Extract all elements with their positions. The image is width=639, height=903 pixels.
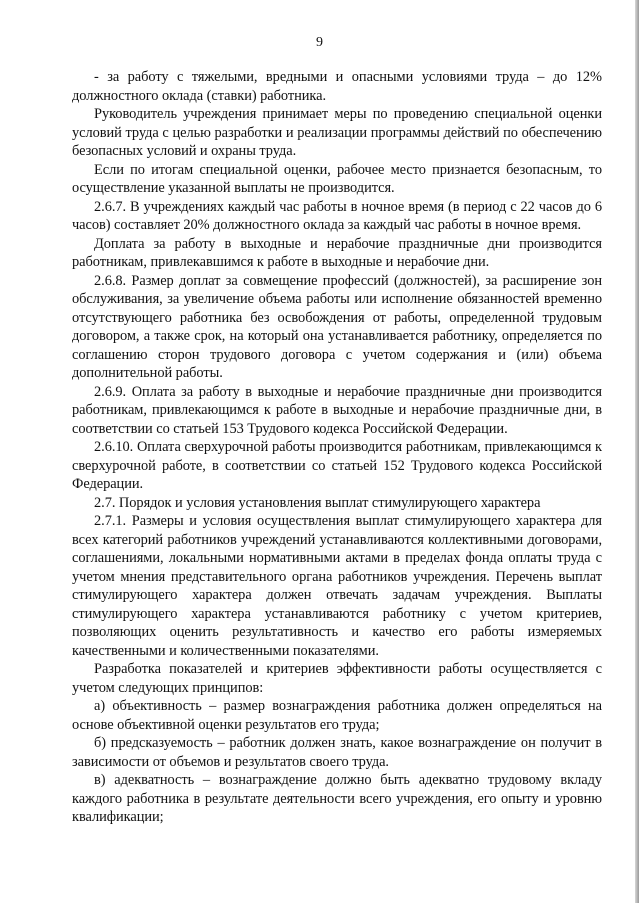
paragraph-safe-workplace: Если по итогам специальной оценки, рабочее место признается безопасным, то осуществление указанной выплаты не производится.: [72, 161, 602, 196]
list-item-adequacy: в) адекватность – вознаграждение должно быть адекватно трудовому вкладу каждого работника в результате деятельности всего учреждения, его опыту и уровню квалификации;: [72, 772, 602, 825]
page-number: 9: [316, 35, 323, 50]
section-heading-2-7: 2.7. Порядок и условия установления выплат стимулирующего характера: [94, 494, 541, 511]
list-item-objectivity: а) объективность – размер вознаграждения работника должен определяться на основе объективной оценки результатов его труда;: [72, 698, 602, 733]
list-item-predictability: б) предсказуемость – работник должен знать, какое вознаграждение он получит в зависимости от объемов и результатов своего труда.: [72, 735, 602, 770]
paragraph-criteria-principles: Разработка показателей и критериев эффективности работы осуществляется с учетом следующих принципов:: [72, 661, 602, 696]
paragraph-hazard-pay: - за работу с тяжелыми, вредными и опасными условиями труда – до 12% должностного оклада (ставки) работника.: [72, 69, 602, 104]
paragraph-2-6-7-night-work: 2.6.7. В учреждениях каждый час работы в ночное время (в период с 22 часов до 6 часов) составляет 20% должностного оклада за каждый час работы в ночное время.: [72, 198, 602, 233]
paragraph-2-6-9-holiday-pay: 2.6.9. Оплата за работу в выходные и нерабочие праздничные дни производится работникам, привлекающимся к работе в выходные и нерабочие праздничные дни, в соответствии со статьей 153 Трудового кодекса Российской Федерации.: [72, 383, 602, 437]
scan-edge-shadow: [635, 0, 639, 903]
paragraph-2-6-10-overtime: 2.6.10. Оплата сверхурочной работы производится работникам, привлекающимся к сверхурочной работе, в соответствии со статьей 152 Трудового кодекса Российской Федерации.: [72, 439, 602, 492]
paragraph-special-assessment: Руководитель учреждения принимает меры по проведению специальной оценки условий труда с целью разработки и реализации программы действий по обеспечению безопасных условий и охраны труда.: [72, 106, 602, 159]
document-body: [72, 68, 602, 827]
paragraph-2-6-8-combination: 2.6.8. Размер доплат за совмещение профессий (должностей), за расширение зон обслуживания, за увеличение объема работы или исполнение обязанностей временно отсутствующего работника без освобождения от работы, определенной трудовым договором, а также срок, на который она устанавливается работнику, определяется по соглашению сторон трудового договора с учетом содержания и (или) объема дополнительной работы.: [72, 272, 602, 381]
paragraph-weekend-pay: Доплата за работу в выходные и нерабочие праздничные дни производится работникам, привлекавшимся к работе в выходные и нерабочие дни.: [72, 235, 602, 270]
paragraph-2-7-1-incentives: 2.7.1. Размеры и условия осуществления выплат стимулирующего характера для всех категорий работников учреждений устанавливаются коллективными договорами, соглашениями, локальными нормативными актами в пределах фонда оплаты труда с учетом мнения представительного органа работников учреждения. Перечень выплат стимулирующего характера должен отвечать задачам учреждения. Выплаты стимулирующего характера устанавливаются работнику с учетом критериев, позволяющих оценить результативность и качество его работы измеряемых качественными и количественными показателями.: [72, 513, 602, 659]
